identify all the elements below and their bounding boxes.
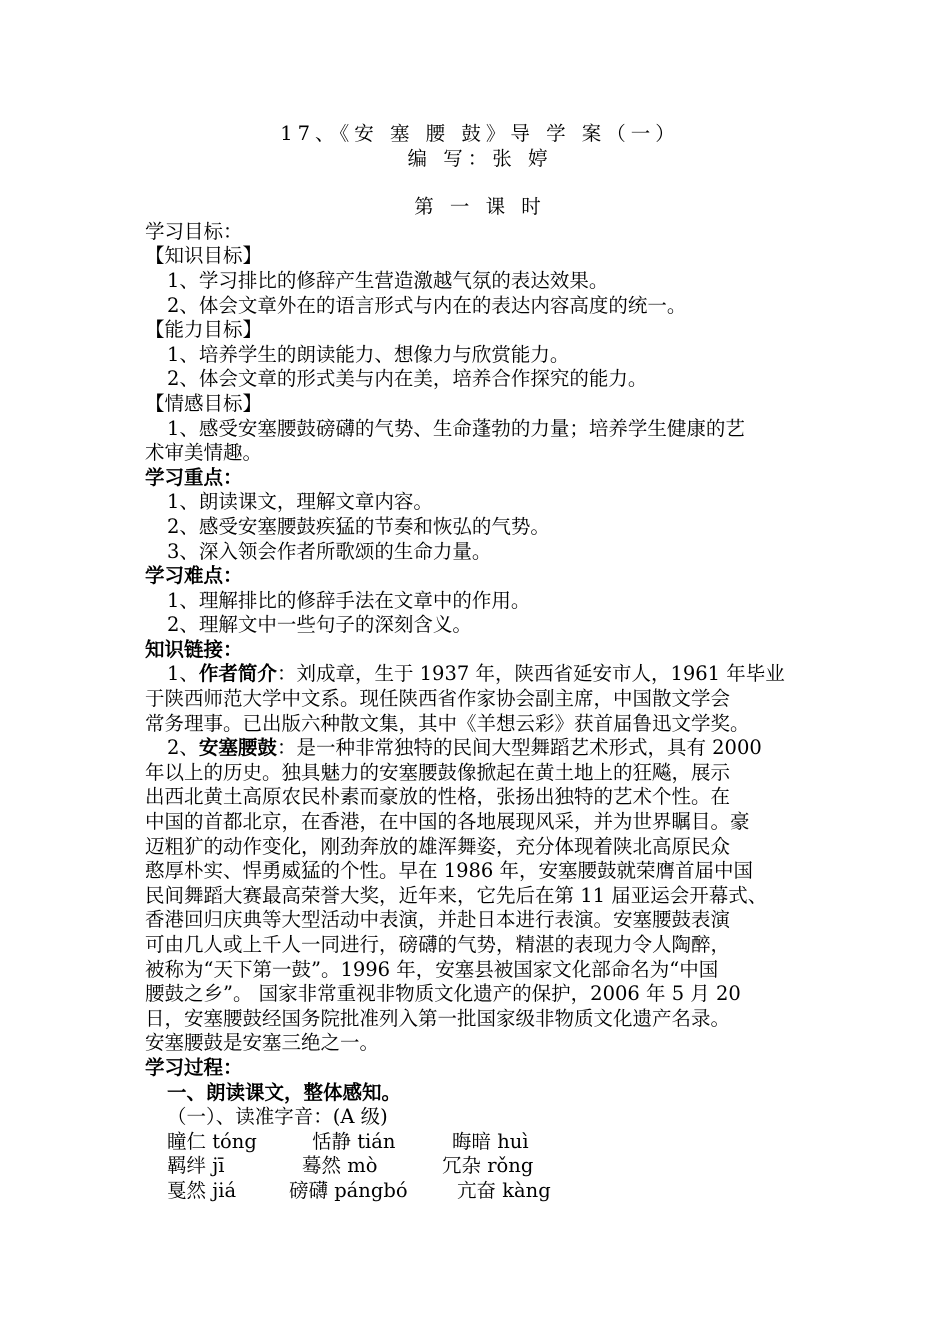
drum-intro-number: 2、 (167, 736, 199, 760)
drum-intro-line: 香港回归庆典等大型活动中表演，并赴日本进行表演。安塞腰鼓表演 (145, 908, 731, 932)
drum-intro-label: 安塞腰鼓 (198, 736, 277, 760)
author-intro-paragraph (145, 662, 815, 736)
emotion-item-line-2: 术审美情趣。 (145, 441, 263, 465)
knowledge-heading: 【知识目标】 (145, 244, 263, 268)
drum-intro-line: 民间舞蹈大赛最高荣誉大奖，近年来，它先后在第 11 届亚运会开幕式、 (145, 883, 768, 907)
ability-heading: 【能力目标】 (145, 318, 263, 342)
author-intro-line (145, 662, 815, 687)
drum-intro-paragraph (145, 736, 815, 1056)
pinyin-row (145, 1179, 815, 1204)
pinyin-word: 恬静 tián (312, 1129, 396, 1153)
ability-item-1: 1、培养学生的朗读能力、想像力与欣赏能力。 (167, 342, 570, 366)
author-intro-text: ：刘成章，生于 1937 年，陕西省延安市人，1961 年毕业 (276, 662, 785, 686)
process-heading: 学习过程： (145, 1055, 243, 1079)
pinyin-row (145, 1130, 815, 1155)
author-intro-number: 1、 (167, 662, 199, 686)
knowledge-item-1: 1、学习排比的修辞产生营造激越气氛的表达效果。 (167, 268, 609, 292)
pinyin-word: 戛然 jiá (167, 1178, 237, 1202)
pinyin-word: 瞳仁 tóng (167, 1129, 257, 1153)
pinyin-word: 冗杂 rǒng (442, 1154, 534, 1178)
pinyin-word: 亢奋 kàng (457, 1178, 551, 1202)
pinyin-word: 磅礴 pángbó (289, 1178, 408, 1202)
drum-intro-line (145, 736, 815, 761)
author-line: 编 写：张 婷 (407, 146, 553, 170)
drum-intro-line: 可由几人或上千人一同进行，磅礴的气势，精湛的表现力令人陶醉， (145, 933, 731, 956)
key-point-3: 3、深入领会作者所歌颂的生命力量。 (167, 539, 492, 563)
drum-intro-line: 憨厚朴实、悍勇威猛的个性。早在 1986 年，安塞腰鼓就荣膺首届中国 (145, 859, 754, 883)
spacer (145, 171, 815, 195)
document-page (145, 122, 815, 1204)
emotion-heading: 【情感目标】 (145, 391, 263, 415)
difficulty-2: 2、理解文中一些句子的深刻含义。 (167, 613, 472, 637)
process-sub-1: （一）、读准字音：(A 级) (167, 1105, 388, 1129)
pinyin-word: 蓦然 mò (302, 1154, 378, 1178)
drum-intro-line: 出西北黄土高原农民朴素而豪放的性格，张扬出独特的艺术个性。在 (145, 785, 731, 809)
objectives-heading: 学习目标： (145, 219, 243, 243)
emotion-item-line-1: 1、感受安塞腰鼓磅礴的气势、生命蓬勃的力量；培养学生健康的艺 (167, 416, 745, 440)
author-intro-label: 作者简介 (198, 662, 277, 686)
drum-intro-line: 年以上的历史。独具魅力的安塞腰鼓像掀起在黄土地上的狂飚，展示 (145, 760, 731, 784)
drum-intro-line: 迈粗犷的动作变化，刚劲奔放的雄浑舞姿，充分体现着陕北高原民众 (145, 834, 731, 858)
pinyin-row (145, 1154, 815, 1179)
document-title: 17、《安 塞 腰 鼓》导 学 案（一） (280, 122, 680, 145)
pinyin-word: 羁绊 jī (167, 1154, 225, 1178)
key-point-2: 2、感受安塞腰鼓疾猛的节奏和恢弘的气势。 (167, 514, 550, 538)
drum-intro-line: 日，安塞腰鼓经国务院批准列入第一批国家级非物质文化遗产名录。 (145, 1006, 731, 1030)
drum-intro-line: 中国的首都北京，在香港，在中国的各地展现风采，并为世界瞩目。豪 (145, 810, 750, 834)
key-points-heading: 学习重点： (145, 465, 243, 489)
author-intro-line: 常务理事。已出版六种散文集，其中《羊想云彩》获首届鲁迅文学奖。 (145, 711, 750, 735)
links-heading: 知识链接： (145, 637, 243, 661)
drum-intro-line: 被称为“天下第一鼓”。1996 年，安塞县被国家文化部命名为“中国 (145, 957, 719, 981)
process-step-1: 一、朗读课文，整体感知。 (167, 1080, 402, 1104)
drum-intro-line: 腰鼓之乡”。 国家非常重视非物质文化遗产的保护，2006 年 5 月 20 (145, 982, 741, 1006)
drum-intro-text: ：是一种非常独特的民间大型舞蹈艺术形式，具有 2000 (276, 736, 762, 760)
difficulty-1: 1、理解排比的修辞手法在文章中的作用。 (167, 588, 531, 612)
knowledge-item-2: 2、体会文章外在的语言形式与内在的表达内容高度的统一。 (167, 293, 687, 317)
pinyin-word: 晦暗 huì (452, 1129, 529, 1153)
lesson-heading: 第 一 课 时 (414, 195, 546, 219)
drum-intro-line: 安塞腰鼓是安塞三绝之一。 (145, 1031, 380, 1055)
author-intro-line: 于陕西师范大学中文系。现任陕西省作家协会副主席，中国散文学会 (145, 687, 731, 711)
ability-item-2: 2、体会文章的形式美与内在美，培养合作探究的能力。 (167, 367, 648, 391)
key-point-1: 1、朗读课文，理解文章内容。 (167, 490, 433, 514)
difficulties-heading: 学习难点： (145, 564, 243, 588)
